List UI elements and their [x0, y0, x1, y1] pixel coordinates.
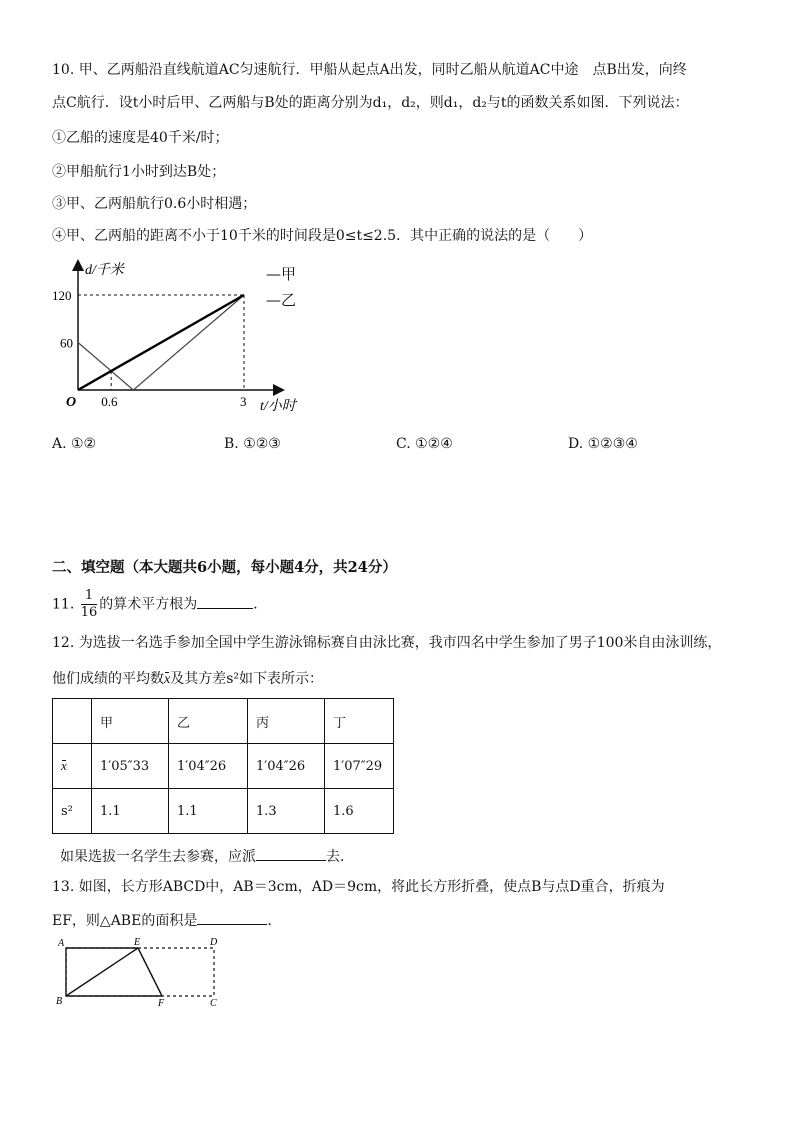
fold-line-ef — [138, 948, 162, 996]
table-cell: 1′04″26 — [248, 744, 325, 789]
table-row-mean — [53, 744, 394, 789]
option-b[interactable]: B. ①②③ — [224, 436, 281, 452]
q11-text: 的算术平方根为 — [99, 596, 198, 613]
x-tick-label: 0.6 — [101, 394, 118, 409]
table-cell: 1′05″33 — [92, 744, 169, 789]
q10-statement-4: ④甲、乙两船的距离不小于10千米的时间段是0≤t≤2.5．其中正确的说法的是（ ） — [52, 228, 593, 244]
option-d[interactable]: D. ①②③④ — [568, 436, 638, 452]
q13-answer-blank[interactable] — [197, 910, 267, 925]
q12-line1: 12. 为选拔一名选手参加全国中学生游泳锦标赛自由泳比赛，我市四名中学生参加了男子100米自由泳训练， — [52, 635, 722, 651]
section-2-title: 二、填空题（本大题共6小题，每小题4分，共24分） — [52, 559, 397, 576]
table-row-variance — [53, 789, 394, 834]
q13-line2-a: EF，则△ABE的面积是 — [52, 913, 198, 929]
legend-yi: —乙 — [266, 291, 297, 309]
q10-statement-3: ③甲、乙两船航行0.6小时相遇； — [52, 196, 257, 212]
x-axis-label: t/小时 — [260, 399, 296, 414]
q11-answer-blank[interactable] — [197, 594, 253, 609]
q12-answer-blank[interactable] — [256, 846, 326, 861]
table-header-cell: 甲 — [92, 699, 169, 744]
table-cell: 1′07″29 — [325, 744, 394, 789]
q12-after-a: 如果选拔一名学生去参赛，应派 — [60, 849, 256, 865]
table-cell: 1.1 — [169, 789, 248, 834]
table-row-label — [53, 744, 92, 789]
q12-after-table — [60, 846, 354, 867]
q12-line2 — [52, 669, 323, 690]
table-header-cell: 丙 — [248, 699, 325, 744]
table-corner-cell — [53, 699, 92, 744]
table-cell: 1.6 — [325, 789, 394, 834]
x-tick-label: 3 — [240, 394, 247, 409]
q12-line2-b: 及其方差s²如下表所示： — [170, 671, 324, 687]
mean-symbol: x — [61, 758, 67, 773]
q12-line2-a: 他们成绩的平均数 — [52, 671, 164, 687]
scores-table — [52, 698, 394, 834]
table-row-label: s² — [53, 789, 92, 834]
table-header-cell: 丁 — [325, 699, 394, 744]
q11-fraction-denominator: 16 — [80, 605, 98, 620]
q11-fraction — [81, 588, 98, 621]
rectangle-abcd — [66, 948, 214, 996]
table-cell: 1.3 — [248, 789, 325, 834]
origin-label: O — [66, 395, 77, 410]
table-cell: 1′04″26 — [169, 744, 248, 789]
q11-fraction-numerator: 1 — [81, 588, 98, 605]
y-tick-label: 120 — [52, 288, 72, 303]
rectangle-fold-figure — [54, 934, 234, 1012]
table-header-row — [53, 699, 394, 744]
point-d-label: D — [210, 937, 218, 948]
q10-line2: 点C航行．设t小时后甲、乙两船与B处的距离分别为d₁，d₂，则d₁，d₂与t的函数关系如图．下列说法： — [52, 95, 689, 111]
q10-line1: 10. 甲、乙两船沿直线航道AC匀速航行．甲船从起点A出发，同时乙船从航道AC中途 点B出发，向终 — [52, 62, 687, 78]
point-e-label: E — [134, 937, 141, 948]
series-line-yi — [78, 295, 244, 390]
option-c[interactable]: C. ①②④ — [396, 436, 453, 452]
table-cell: 1.1 — [92, 789, 169, 834]
y-tick-label: 60 — [60, 335, 73, 351]
q12-after-b: 去． — [326, 849, 354, 865]
point-b-label: B — [56, 996, 63, 1007]
segment-be — [66, 948, 138, 996]
q13-line1: 13. 如图，长方形ABCD中，AB＝3cm，AD＝9cm，将此长方形折叠，使点B与点D重合，折痕为 — [52, 879, 665, 895]
q10-statement-1: ①乙船的速度是40千米/时； — [52, 130, 229, 146]
y-axis-label: d/千米 — [85, 263, 124, 278]
q11 — [52, 588, 267, 621]
q13-line2-b: ． — [267, 913, 282, 929]
point-a-label: A — [58, 938, 65, 949]
legend-jia: —甲 — [266, 265, 297, 283]
point-c-label: C — [210, 998, 217, 1009]
q11-number: 11. — [52, 596, 75, 613]
mean-symbol: x — [164, 670, 170, 690]
q13-line2 — [52, 910, 281, 931]
q10-statement-2: ②甲船航行1小时到达B处； — [52, 164, 226, 180]
q11-end: ． — [253, 596, 268, 613]
option-a[interactable]: A. ①② — [52, 436, 97, 452]
table-header-cell: 乙 — [169, 699, 248, 744]
point-f-label: F — [158, 998, 165, 1009]
